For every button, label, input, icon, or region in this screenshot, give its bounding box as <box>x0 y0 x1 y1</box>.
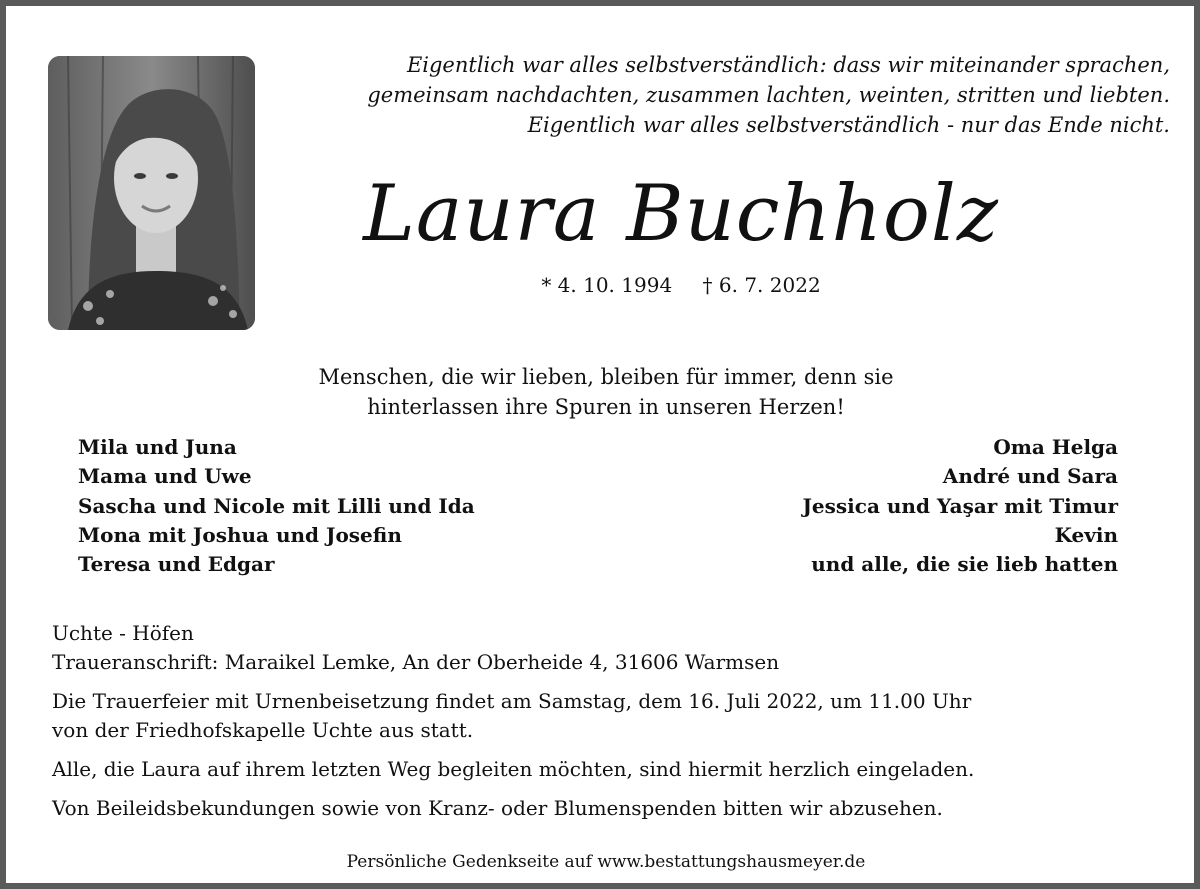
mourner-entry: Sascha und Nicole mit Lilli und Ida <box>78 493 475 518</box>
mourner-entry: und alle, die sie lieb hatten <box>811 552 1118 577</box>
mourner-entry: Oma Helga <box>993 435 1118 459</box>
mourner-entry: Kevin <box>1054 522 1118 547</box>
mourners-left <box>78 433 475 579</box>
ceremony-line: Die Trauerfeier mit Urnenbeisetzung findet am Samstag, dem 16. Juli 2022, um 11.00 Uhr <box>52 689 972 713</box>
quote-line: Eigentlich war alles selbstverständlich - nur das Ende nicht. <box>527 113 1170 137</box>
memorial-website: Persönliche Gedenkseite auf www.bestattungshausmeyer.de <box>346 852 866 872</box>
quote <box>240 50 1170 140</box>
memorial-saying <box>206 362 1006 422</box>
quote-line: Eigentlich war alles selbstverständlich: dass wir miteinander sprachen, <box>406 53 1170 77</box>
mourner-entry: André und Sara <box>942 464 1118 489</box>
mourner-entry: Mila und Juna <box>78 435 237 459</box>
deceased-name: Laura Buchholz <box>363 169 999 259</box>
mourners-right <box>802 433 1118 579</box>
mourner-entry: Mama und Uwe <box>78 464 252 489</box>
invitation-text: Alle, die Laura auf ihrem letzten Weg begleiten möchten, sind hiermit herzlich eingeladen. <box>52 757 975 781</box>
saying-line: Menschen, die wir lieben, bleiben für immer, denn sie <box>318 365 894 389</box>
ceremony-line: von der Friedhofskapelle Uchte aus statt. <box>52 718 474 742</box>
portrait-photo <box>48 56 255 330</box>
funeral-info <box>52 619 1182 823</box>
condolence-text: Von Beileidsbekundungen sowie von Kranz- oder Blumenspenden bitten wir abzusehen. <box>52 796 943 820</box>
birth-date: * 4. 10. 1994 <box>541 273 673 297</box>
life-dates <box>396 270 966 300</box>
mourner-entry: Jessica und Yaşar mit Timur <box>802 493 1118 518</box>
mourner-entry: Mona mit Joshua und Josefin <box>78 522 402 547</box>
mourner-entry: Teresa und Edgar <box>78 552 275 577</box>
death-date: † 6. 7. 2022 <box>702 273 821 297</box>
mourning-address: Traueranschrift: Maraikel Lemke, An der Oberheide 4, 31606 Warmsen <box>52 650 780 674</box>
saying-line: hinterlassen ihre Spuren in unseren Herzen! <box>367 395 845 419</box>
place: Uchte - Höfen <box>52 621 194 645</box>
quote-line: gemeinsam nachdachten, zusammen lachten, weinten, stritten und liebten. <box>367 83 1170 107</box>
